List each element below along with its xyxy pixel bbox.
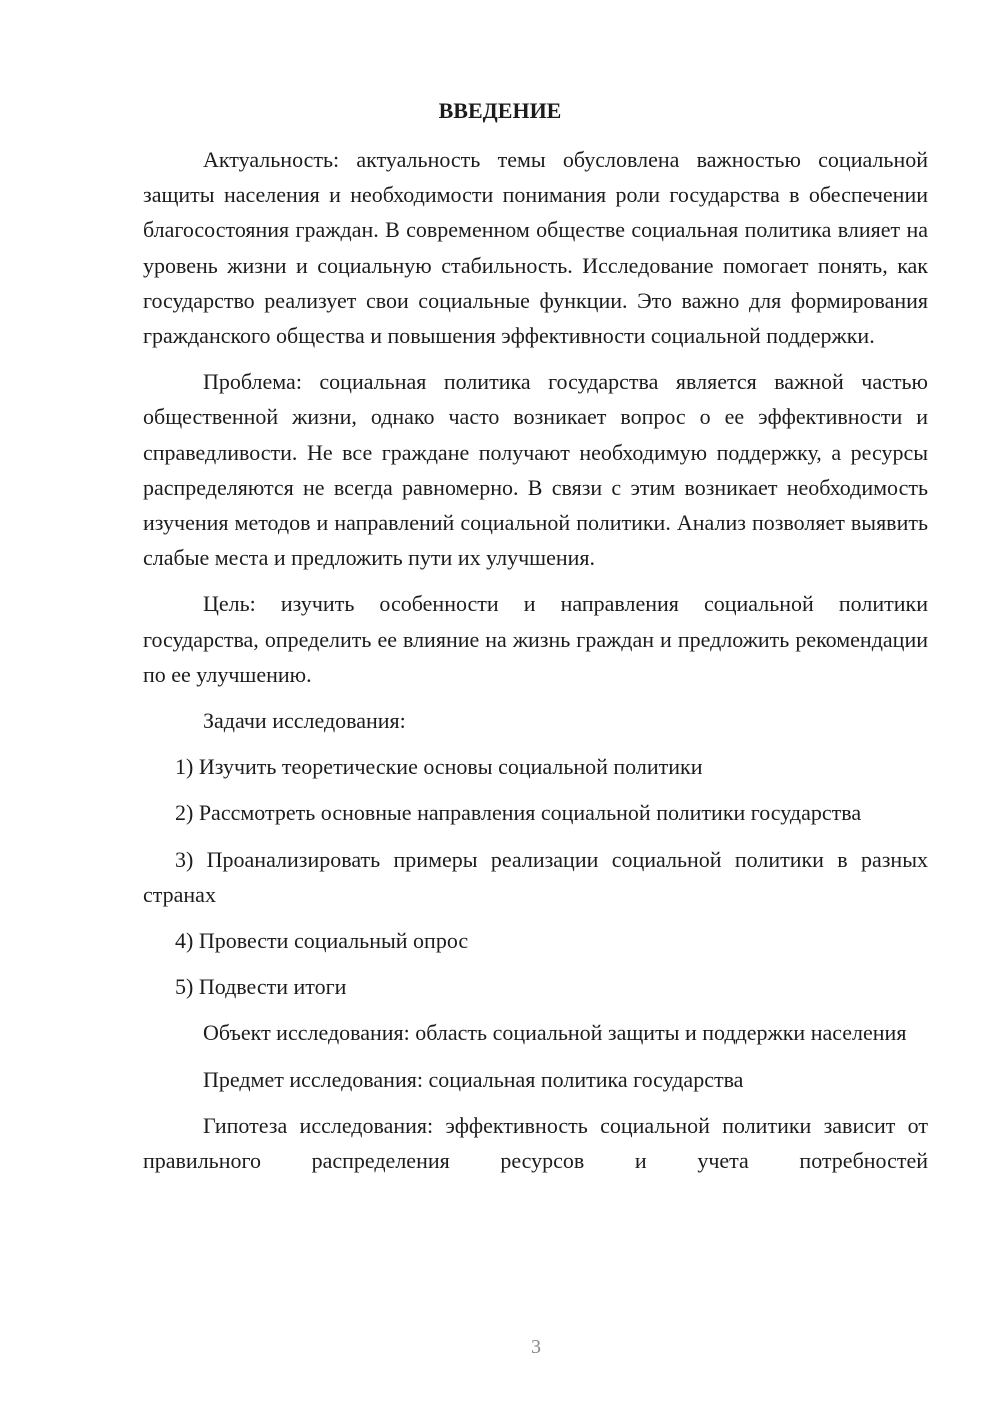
paragraph-relevance: Актуальность: актуальность темы обусловлена важностью социальной защиты населения и необходимости понимания роли государства в обеспечении благосостояния граждан. В современном обществе социальная политика влияет на уровень жизни и социальную стабильность. Исследование помогает понять, как государство реализует свои социальные функции. Это важно для формирования гражданского общества и повышения эффективности социальной поддержки. — [143, 147, 928, 349]
section-title: ВВЕДЕНИЕ — [438, 98, 562, 123]
task-item-3: 3) Проанализировать примеры реализации социальной политики в разных странах — [143, 846, 928, 907]
paragraph-subject: Предмет исследования: социальная политика государства — [203, 1066, 744, 1092]
paragraph-goal: Цель: изучить особенности и направления социальной политики государства, определить ее влияние на жизнь граждан и предложить рекомендации по ее улучшению. — [143, 591, 928, 687]
document-body — [143, 142, 928, 1189]
page-number: 3 — [531, 1336, 541, 1358]
task-item-2: 2) Рассмотреть основные направления социальной политики государства — [175, 800, 862, 826]
task-item-4: 4) Провести социальный опрос — [175, 928, 469, 954]
tasks-heading: Задачи исследования: — [203, 708, 406, 734]
paragraph-problem: Проблема: социальная политика государства является важной частью общественной жизни, однако часто возникает вопрос о ее эффективности и справедливости. Не все граждане получают необходимую поддержку, а ресурсы распределяются не всегда равномерно. В связи с этим возникает необходимость изучения методов и направлений социальной политики. Анализ позволяет выявить слабые места и предложить пути их улучшения. — [143, 369, 928, 571]
task-item-5: 5) Подвести итоги — [175, 974, 347, 1000]
task-item-1: 1) Изучить теоретические основы социальной политики — [175, 754, 703, 780]
paragraph-object: Объект исследования: область социальной защиты и поддержки населения — [203, 1020, 907, 1046]
paragraph-hypothesis: Гипотеза исследования: эффективность социальной политики зависит от правильного распределения ресурсов и учета потребностей — [143, 1112, 928, 1174]
